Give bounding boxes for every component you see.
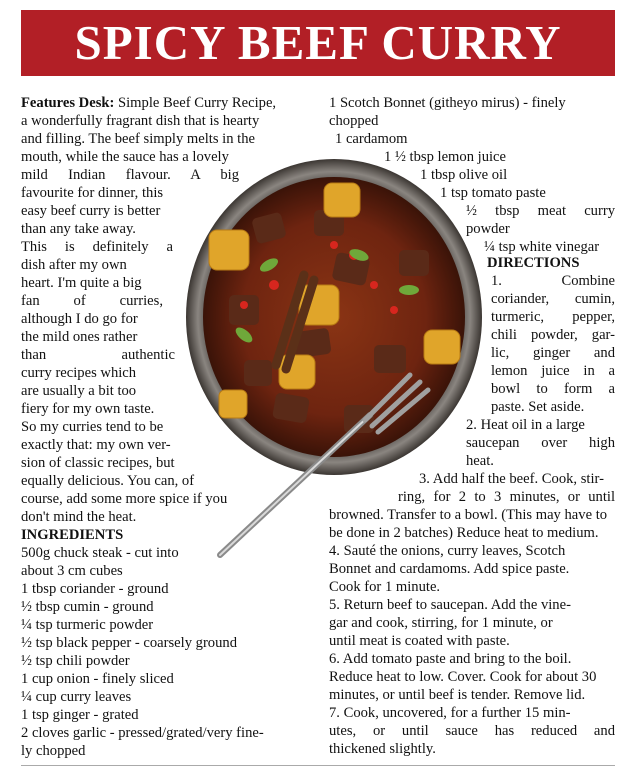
- direction-line: until meat is coated with paste.: [329, 633, 510, 649]
- direction-line: utes, or until sauce has reduced and: [329, 723, 615, 739]
- intro-line: So my curries tend to be: [21, 419, 164, 435]
- direction-line: be done in 2 batches) Reduce heat to medium.: [329, 525, 599, 541]
- direction-line: chili powder, gar-: [491, 327, 615, 343]
- direction-line: thickened slightly.: [329, 741, 436, 757]
- ingredient-item: ¼ tsp white vinegar: [484, 239, 600, 255]
- intro-line: sion of classic recipes, but: [21, 455, 175, 471]
- intro-line: curry recipes which: [21, 365, 137, 381]
- intro-line: heart. I'm quite a big: [21, 275, 142, 291]
- ingredient-item: ½ tbsp cumin - ground: [21, 599, 154, 615]
- ingredient-item: 1 tbsp coriander - ground: [21, 581, 169, 597]
- intro-line: This is definitely a: [21, 239, 173, 255]
- intro-line: exactly that: my own ver-: [21, 437, 171, 453]
- ingredient-item: ¼ cup curry leaves: [21, 689, 132, 705]
- ingredient-item: 1 cardamom: [335, 131, 408, 147]
- direction-line: turmeric, pepper,: [491, 309, 615, 325]
- intro-line: don't mind the heat.: [21, 509, 137, 525]
- ingredient-item: powder: [466, 221, 510, 237]
- intro-label: Features Desk:: [21, 95, 115, 111]
- direction-line: coriander, cumin,: [491, 291, 615, 307]
- intro-line: dish after my own: [21, 257, 127, 273]
- ingredient-item: ¼ tsp turmeric powder: [21, 617, 154, 633]
- ingredient-item: 500g chuck steak - cut into: [21, 545, 179, 561]
- direction-line: bowl to form a: [491, 381, 615, 397]
- title-banner: [21, 10, 615, 76]
- direction-line: heat.: [466, 453, 494, 469]
- intro-line: are usually a bit too: [21, 383, 137, 399]
- direction-line: Cook for 1 minute.: [329, 579, 441, 595]
- direction-line: minutes, or until beef is tender. Remove lid.: [329, 687, 586, 703]
- direction-line: browned. Transfer to a bowl. (This may have to: [329, 507, 608, 523]
- intro-line: than authentic: [21, 347, 175, 363]
- direction-line: gar and cook, stirring, for 1 minute, or: [329, 615, 553, 631]
- direction-line: saucepan over high: [466, 435, 615, 451]
- direction-line: 1. Combine: [491, 273, 615, 289]
- direction-line: Reduce heat to low. Cover. Cook for about 30: [329, 669, 597, 685]
- intro-line: fiery for my own taste.: [21, 401, 155, 417]
- intro-line: Features Desk: Simple Beef Curry Recipe,: [21, 95, 277, 111]
- intro-line: easy beef curry is better: [21, 203, 161, 219]
- intro-line: and filling. The beef simply melts in the: [21, 131, 255, 147]
- ingredient-item: 1 ½ tbsp lemon juice: [384, 149, 507, 165]
- direction-line: 2. Heat oil in a large: [466, 417, 585, 433]
- direction-line: 5. Return beef to saucepan. Add the vine-: [329, 597, 571, 613]
- direction-line: lic, ginger and: [491, 345, 615, 361]
- direction-line: Bonnet and cardamoms. Add spice paste.: [329, 561, 570, 577]
- direction-line: 3. Add half the beef. Cook, stir-: [419, 471, 604, 487]
- intro-line: favourite for dinner, this: [21, 185, 164, 201]
- direction-line: paste. Set aside.: [491, 399, 585, 415]
- direction-line: 6. Add tomato paste and bring to the boil.: [329, 651, 572, 667]
- page-title: SPICY BEEF CURRY: [74, 15, 562, 70]
- direction-line: 7. Cook, uncovered, for a further 15 min-: [329, 705, 571, 721]
- intro-line: mild Indian flavour. A big: [21, 167, 239, 183]
- intro-line: a wonderfully fragrant dish that is hearty: [21, 113, 260, 129]
- bottom-rule: [21, 765, 615, 766]
- ingredient-item: 1 tsp ginger - grated: [21, 707, 139, 723]
- intro-line: the mild ones rather: [21, 329, 138, 345]
- direction-line: ring, for 2 to 3 minutes, or until: [398, 489, 615, 505]
- intro-line: mouth, while the sauce has a lovely: [21, 149, 229, 165]
- direction-line: 4. Sauté the onions, curry leaves, Scotch: [329, 543, 566, 559]
- ingredient-item: 1 tsp tomato paste: [440, 185, 546, 201]
- ingredient-item: ½ tsp black pepper - coarsely ground: [21, 635, 237, 651]
- ingredient-item: 1 cup onion - finely sliced: [21, 671, 174, 687]
- directions-heading: DIRECTIONS: [487, 255, 580, 271]
- ingredients-heading: INGREDIENTS: [21, 527, 124, 543]
- intro-line: although I do go for: [21, 311, 138, 327]
- ingredient-item: ½ tsp chili powder: [21, 653, 130, 669]
- intro-line: course, add some more spice if you: [21, 491, 228, 507]
- ingredient-item: chopped: [329, 113, 379, 129]
- intro-line: than any take away.: [21, 221, 136, 237]
- ingredient-item: 2 cloves garlic - pressed/grated/very fine-: [21, 725, 264, 741]
- ingredient-item: ly chopped: [21, 743, 86, 759]
- ingredient-item: about 3 cm cubes: [21, 563, 123, 579]
- ingredient-item: 1 tbsp olive oil: [420, 167, 508, 183]
- direction-line: lemon juice in a: [491, 363, 615, 379]
- intro-line: fan of curries,: [21, 293, 163, 309]
- ingredient-item: ½ tbsp meat curry: [466, 203, 615, 219]
- ingredient-item: 1 Scotch Bonnet (githeyo mirus) - finely: [329, 95, 566, 111]
- intro-line: equally delicious. You can, of: [21, 473, 195, 489]
